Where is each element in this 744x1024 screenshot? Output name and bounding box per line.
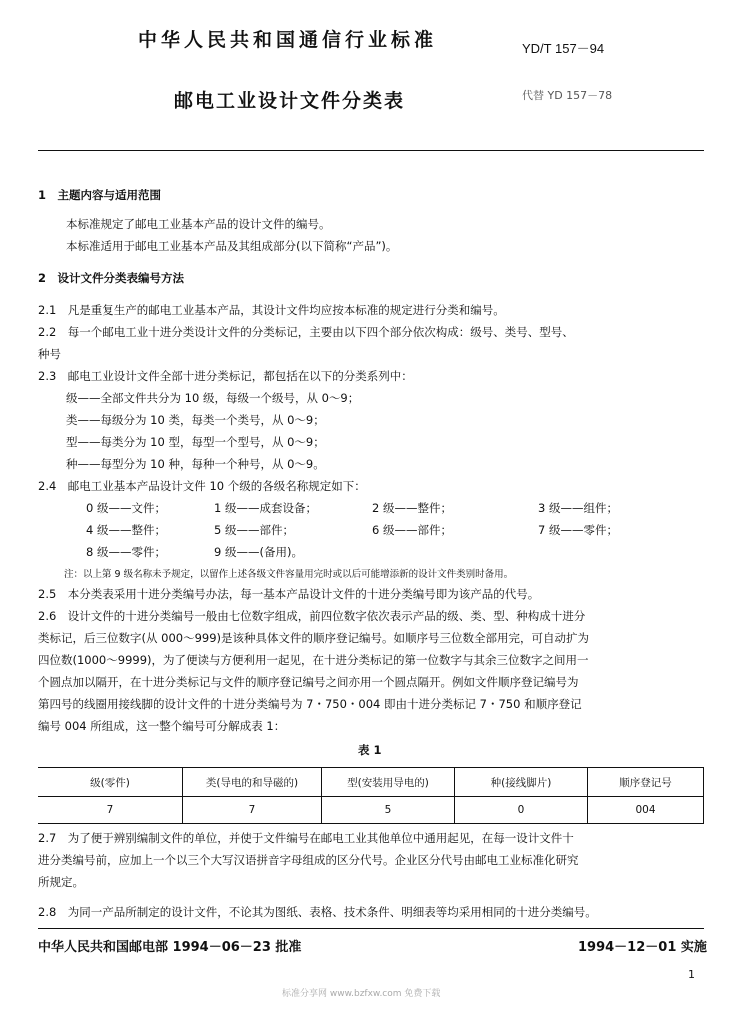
level-6: 6 级——部件； bbox=[372, 523, 452, 537]
table-header-cell: 型(安装用导电的) bbox=[322, 768, 455, 797]
page-number: 1 bbox=[688, 968, 695, 981]
section-1-paragraph-1: 本标准规定了邮电工业基本产品的设计文件的编号。 bbox=[66, 217, 331, 231]
table-header-row bbox=[38, 768, 704, 797]
section-2-heading: 2 设计文件分类表编号方法 bbox=[38, 271, 185, 285]
clause-2-7-line-3: 所规定。 bbox=[38, 875, 84, 889]
level-9: 9 级——(备用)。 bbox=[214, 545, 303, 559]
level-2: 2 级——整件； bbox=[372, 501, 452, 515]
clause-2-6-line-4: 个圆点加以隔开，在十进分类标记与文件的顺序登记编号之间亦用一个圆点隔开。例如文件顺序登记编号为 bbox=[38, 675, 579, 689]
document-title: 邮电工业设计文件分类表 bbox=[174, 90, 406, 112]
clause-2-6-line-2: 类标记，后三位数字(从 000～999)是该种具体文件的顺序登记编号。如顺序号三位数全部用完，可自动扩为 bbox=[38, 631, 590, 645]
series-item-level: 级——全部文件共分为 10 级，每级一个级号，从 0～9； bbox=[66, 391, 360, 405]
table-cell: 7 bbox=[183, 797, 322, 824]
section-1-paragraph-2: 本标准适用于邮电工业基本产品及其组成部分(以下简称“产品”)。 bbox=[66, 239, 398, 253]
level-7: 7 级——零件； bbox=[538, 523, 618, 537]
clause-2-7-line-1: 2.7 为了便于辨别编制文件的单位，并使于文件编号在邮电工业其他单位中通用起见，在每一设计文件十 bbox=[38, 831, 574, 845]
level-1: 1 级——成套设备； bbox=[214, 501, 317, 515]
watermark: 标准分享网 www.bzfxw.com 免费下载 bbox=[282, 989, 441, 999]
series-item-type: 型——每类分为 10 型，每型一个型号，从 0～9； bbox=[66, 435, 325, 449]
clause-2-6-line-5: 第四号的线圈用接线脚的设计文件的十进分类编号为 7・750・004 即由十进分类标记 7・750 和顺序登记 bbox=[38, 697, 582, 711]
clause-2-6-line-1: 2.6 设计文件的十进分类编号一般由七位数字组成，前四位数字依次表示产品的级、类、型、种构成十进分 bbox=[38, 609, 586, 623]
table-header-cell: 级(零件) bbox=[38, 768, 183, 797]
classification-table bbox=[38, 767, 704, 824]
clause-2-3: 2.3 邮电工业设计文件全部十进分类标记，都包括在以下的分类系列中： bbox=[38, 369, 413, 383]
level-8: 8 级——零件； bbox=[86, 545, 166, 559]
clause-2-2-continued: 种号 bbox=[38, 347, 61, 361]
level-4: 4 级——整件； bbox=[86, 523, 166, 537]
level-0: 0 级——文件； bbox=[86, 501, 166, 515]
level-3: 3 级——组件； bbox=[538, 501, 618, 515]
table-cell: 0 bbox=[455, 797, 588, 824]
standard-number: YD/T 157－94 bbox=[522, 41, 605, 56]
table-header-cell: 类(导电的和导磁的) bbox=[183, 768, 322, 797]
clause-2-6-line-6: 编号 004 所组成，这一整个编号可分解成表 1： bbox=[38, 719, 286, 733]
clause-2-5: 2.5 本分类表采用十进分类编号办法，每一基本产品设计文件的十进分类编号即为该产品的代号。 bbox=[38, 587, 540, 601]
header-divider bbox=[38, 150, 704, 151]
table-header-cell: 顺序登记号 bbox=[588, 768, 704, 797]
footer-divider bbox=[38, 928, 704, 929]
clause-2-8: 2.8 为同一产品所制定的设计文件，不论其为图纸、表格、技术条件、明细表等均采用相同的十进分类编号。 bbox=[38, 905, 597, 919]
table-row bbox=[38, 797, 704, 824]
table-cell: 5 bbox=[322, 797, 455, 824]
series-item-class: 类——每级分为 10 类，每类一个类号，从 0～9； bbox=[66, 413, 325, 427]
clause-2-2: 2.2 每一个邮电工业十进分类设计文件的分类标记，主要由以下四个部分依次构成：级号、类号、型号、 bbox=[38, 325, 574, 339]
level-5: 5 级——部件； bbox=[214, 523, 294, 537]
table-caption: 表 1 bbox=[358, 743, 382, 757]
implementation-date: 1994－12－01 实施 bbox=[578, 940, 707, 955]
table-cell: 004 bbox=[588, 797, 704, 824]
note: 注：以上第 9 级名称未予规定，以留作上述各级文件容量用完时或以后可能增添新的设计文件类别时备用。 bbox=[64, 569, 514, 580]
clause-2-1: 2.1 凡是重复生产的邮电工业基本产品，其设计文件均应按本标准的规定进行分类和编号。 bbox=[38, 303, 505, 317]
standard-title: 中华人民共和国通信行业标准 bbox=[138, 29, 438, 51]
series-item-kind: 种——每型分为 10 种，每种一个种号，从 0～9。 bbox=[66, 457, 325, 471]
clause-2-6-line-3: 四位数(1000～9999)，为了便读与方便利用一起见，在十进分类标记的第一位数字与其余三位数字之间用一 bbox=[38, 653, 589, 667]
table-header-cell: 种(接线脚片) bbox=[455, 768, 588, 797]
replaces-note: 代替 YD 157－78 bbox=[522, 89, 613, 102]
approval-date: 中华人民共和国邮电部 1994－06－23 批准 bbox=[38, 940, 302, 955]
table-cell: 7 bbox=[38, 797, 183, 824]
clause-2-7-line-2: 进分类编号前，应加上一个以三个大写汉语拼音字母组成的区分代号。企业区分代号由邮电工业标准化研究 bbox=[38, 853, 579, 867]
section-1-heading: 1 主题内容与适用范围 bbox=[38, 188, 162, 202]
clause-2-4: 2.4 邮电工业基本产品设计文件 10 个级的各级名称规定如下： bbox=[38, 479, 366, 493]
